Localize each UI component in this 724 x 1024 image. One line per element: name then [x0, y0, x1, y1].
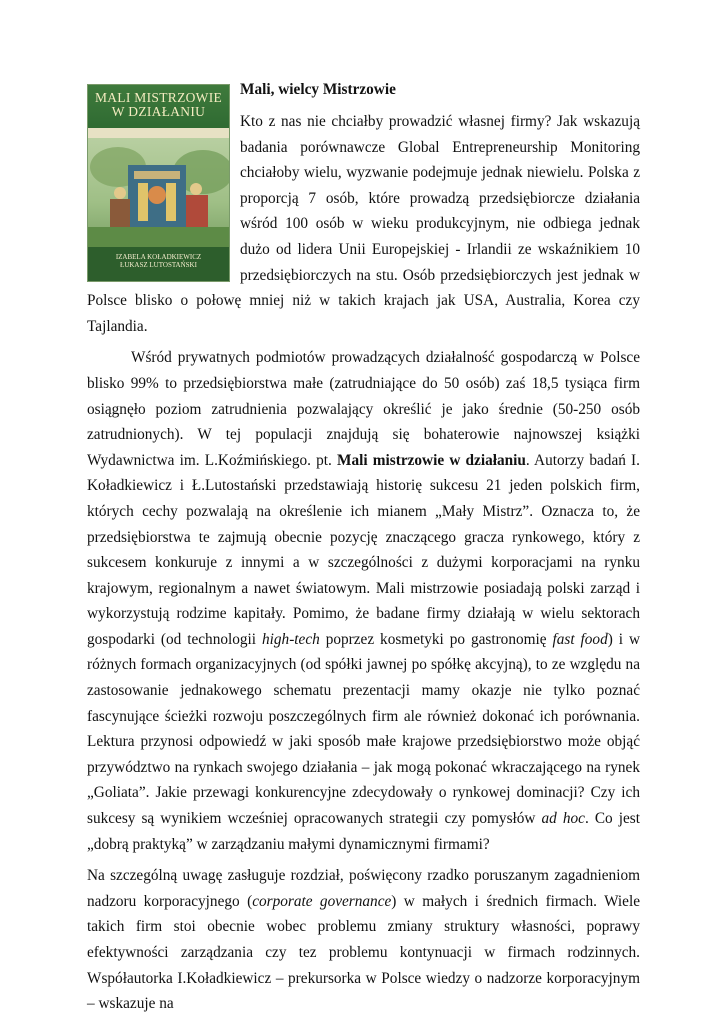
p2-text-c: . Autorzy badań I. Koładkiewicz i Ł.Lutostański przedstawiają historię sukcesu 21 jeden polskich firm, których cechy pozwalają na określenie ich mianem „Mały Mistrz”. Oznacza to, że przedsiębiorstwa te zajmują obecnie pozycję znaczącego gracza rynkowego, który z sukcesem konkuruje z innymi a w szczególności z dużymi korporacjami na rynku krajowym, regionalnym a nawet światowym. Mali mistrzowie posiadają polski zarząd i wykorzystują rodzime kapitały. Pomimo, że badane firmy działają w wielu sektorach gospodarki (od technologii [87, 451, 640, 648]
p2-text-i: . Co jest „dobrą praktyką” w zarządzaniu małymi dynamicznymi firmami? [87, 810, 640, 853]
book-cover-image [87, 84, 230, 282]
book-title-bold: Mali mistrzowie w działaniu [337, 451, 526, 469]
p2-text-a: Wśród prywatnych podmiotów prowadzących działalność gospodarczą w Polsce blisko 99% to przedsiębiorstwa małe (zatrudniające do 50 osób) zaś 18,5 tysiąca firm osiągnęło poziom zatrudnienia pozwalający określić je jako średnie (50-250 osób zatrudnionych). W tej populacji znajdują się bohaterowie najnowszej książki Wydawnictwa im. L.Koźmińskiego. pt. [87, 349, 640, 469]
p2-text-e: poprzez kosmetyki po gastronomię [319, 630, 553, 648]
term-high-tech: high-tech [262, 630, 320, 648]
term-fast-food: fast food [552, 630, 608, 648]
term-corporate-governance: corporate governance [252, 892, 392, 910]
cover-title-line1: MALI MISTRZOWIE [94, 90, 223, 105]
cover-author2: ŁUKASZ LUTOSTAŃSKI [120, 261, 197, 269]
term-ad-hoc: ad hoc [541, 810, 585, 828]
document-page [87, 80, 640, 1017]
article-heading: Mali, wielcy Mistrzowie [240, 81, 396, 98]
cover-title-line2: W DZIAŁANIU [111, 104, 206, 119]
paragraph-3 [87, 863, 640, 1017]
book-cover-title [88, 91, 229, 119]
paragraph-2 [87, 345, 640, 857]
cover-author1: IZABELA KOŁADKIEWICZ [115, 253, 202, 261]
p3-text-a: Na szczególną uwagę zasługuje rozdział, poświęcony rzadko poruszanym zagadnieniom nadzoru korporacyjnego ( [87, 867, 640, 910]
cover-illustration [88, 137, 229, 247]
cover-authors [88, 253, 229, 269]
p3-text-c: ) w małych i średnich firmach. Wiele takich firm stoi obecnie wobec problemu zmiany struktury własności, poprawy efektywności zarządzania czy tez problemu kontynuacji w firmach rodzinnych. Współautorka I.Koładkiewicz – prekursorka w Polsce wiedzy o nadzorze korporacyjnym – wskazuje na [87, 892, 640, 1013]
paragraph-1: Kto z nas nie chciałby prowadzić własnej firmy? Jak wskazują badania porównawcze Global Entrepreneurship Monitoring chciałoby wielu, wyzwanie podejmuje jednak niewielu. Polska z proporcją 7 osób, które prowadzą przedsiębiorcze działania wśród 100 osób w wieku produkcyjnym, nie odbiega jednak dużo od lidera Unii Europejskiej - Irlandii ze wskaźnikiem 10 przedsiębiorczych na stu. Osób przedsiębiorczych jest jednak w Polsce blisko o połowę mniej niż w takich krajach jak USA, Australia, Korea czy Tajlandia. [87, 113, 640, 335]
p2-text-g: ) i w różnych formach organizacyjnych (od spółki jawnej po spółkę akcyjną), to ze względu na zastosowanie jednakowego schematu prezentacji mamy okazje nie tylko poznać fascynujące ścieżki rozwoju poszczególnych firm ale również dokonać ich porównania. Lektura przynosi odpowiedź w jaki sposób małe krajowe przedsiębiorstwo może objąć przywództwo na rynkach swojego działania – jak mogą pokonać wkraczającego na rynek „Goliata”. Jakie przewagi konkurencyjne zdecydowały o rynkowej dominacji? Czy ich sukcesy są wynikiem wcześniej opracowanych strategii czy pomysłów [87, 630, 640, 828]
